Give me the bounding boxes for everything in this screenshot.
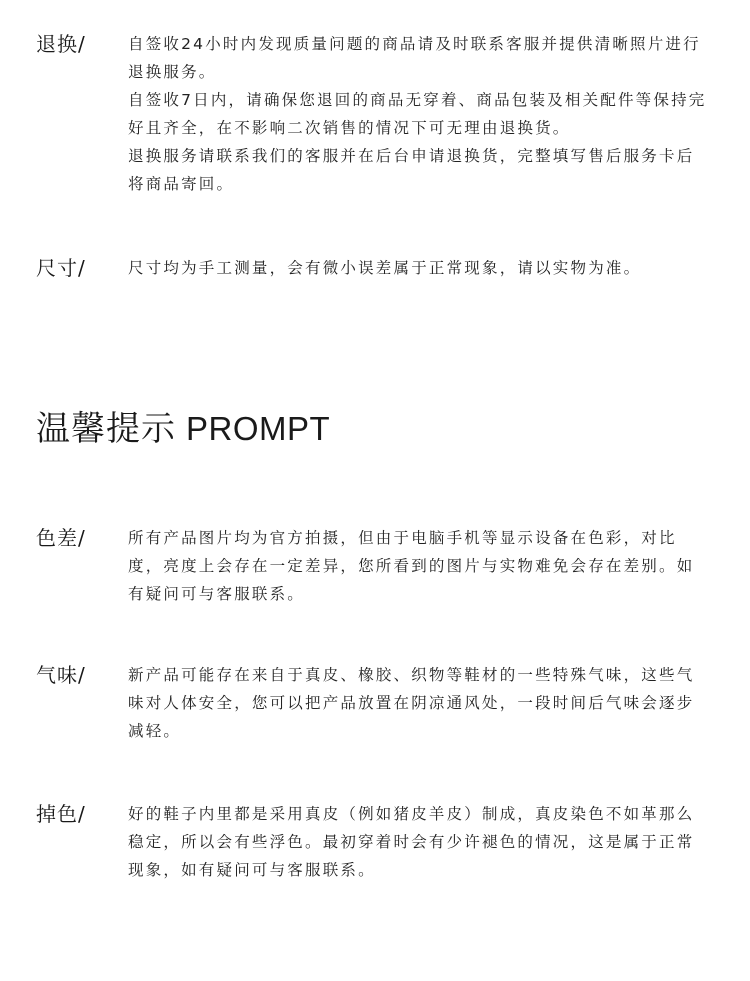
section-label: 退换/ xyxy=(36,32,86,56)
section-body xyxy=(128,30,712,198)
paragraph: 自签收7日内，请确保您退回的商品无穿着、商品包装及相关配件等保持完好且齐全，在不影响二次销售的情况下可无理由退换货。 xyxy=(128,91,707,137)
page-heading xyxy=(36,406,330,452)
section-label: 掉色/ xyxy=(36,802,86,826)
heading-chinese: 温馨提示 xyxy=(36,409,176,449)
section-label: 色差/ xyxy=(36,526,86,550)
section-body xyxy=(128,524,712,608)
section-label: 尺寸/ xyxy=(36,256,86,280)
section-body xyxy=(128,800,712,884)
section-body xyxy=(128,661,712,745)
paragraph: 退换服务请联系我们的客服并在后台申请退换货，完整填写售后服务卡后将商品寄回。 xyxy=(128,147,695,193)
paragraph: 所有产品图片均为官方拍摄，但由于电脑手机等显示设备在色彩，对比度，亮度上会存在一定差异，您所看到的图片与实物难免会存在差别。如有疑问可与客服联系。 xyxy=(128,529,695,603)
heading-english: PROMPT xyxy=(186,410,331,447)
paragraph: 新产品可能存在来自于真皮、橡胶、织物等鞋材的一些特殊气味，这些气味对人体安全，您可以把产品放置在阴凉通风处，一段时间后气味会逐步减轻。 xyxy=(128,666,695,740)
paragraph: 尺寸均为手工测量，会有微小误差属于正常现象，请以实物为准。 xyxy=(128,259,642,277)
section-body xyxy=(128,254,712,282)
paragraph: 好的鞋子内里都是采用真皮（例如猪皮羊皮）制成，真皮染色不如革那么稳定，所以会有些浮色。最初穿着时会有少许褪色的情况，这是属于正常现象，如有疑问可与客服联系。 xyxy=(128,805,695,879)
section-label: 气味/ xyxy=(36,663,86,687)
paragraph: 自签收24小时内发现质量问题的商品请及时联系客服并提供清晰照片进行退换服务。 xyxy=(128,35,701,81)
